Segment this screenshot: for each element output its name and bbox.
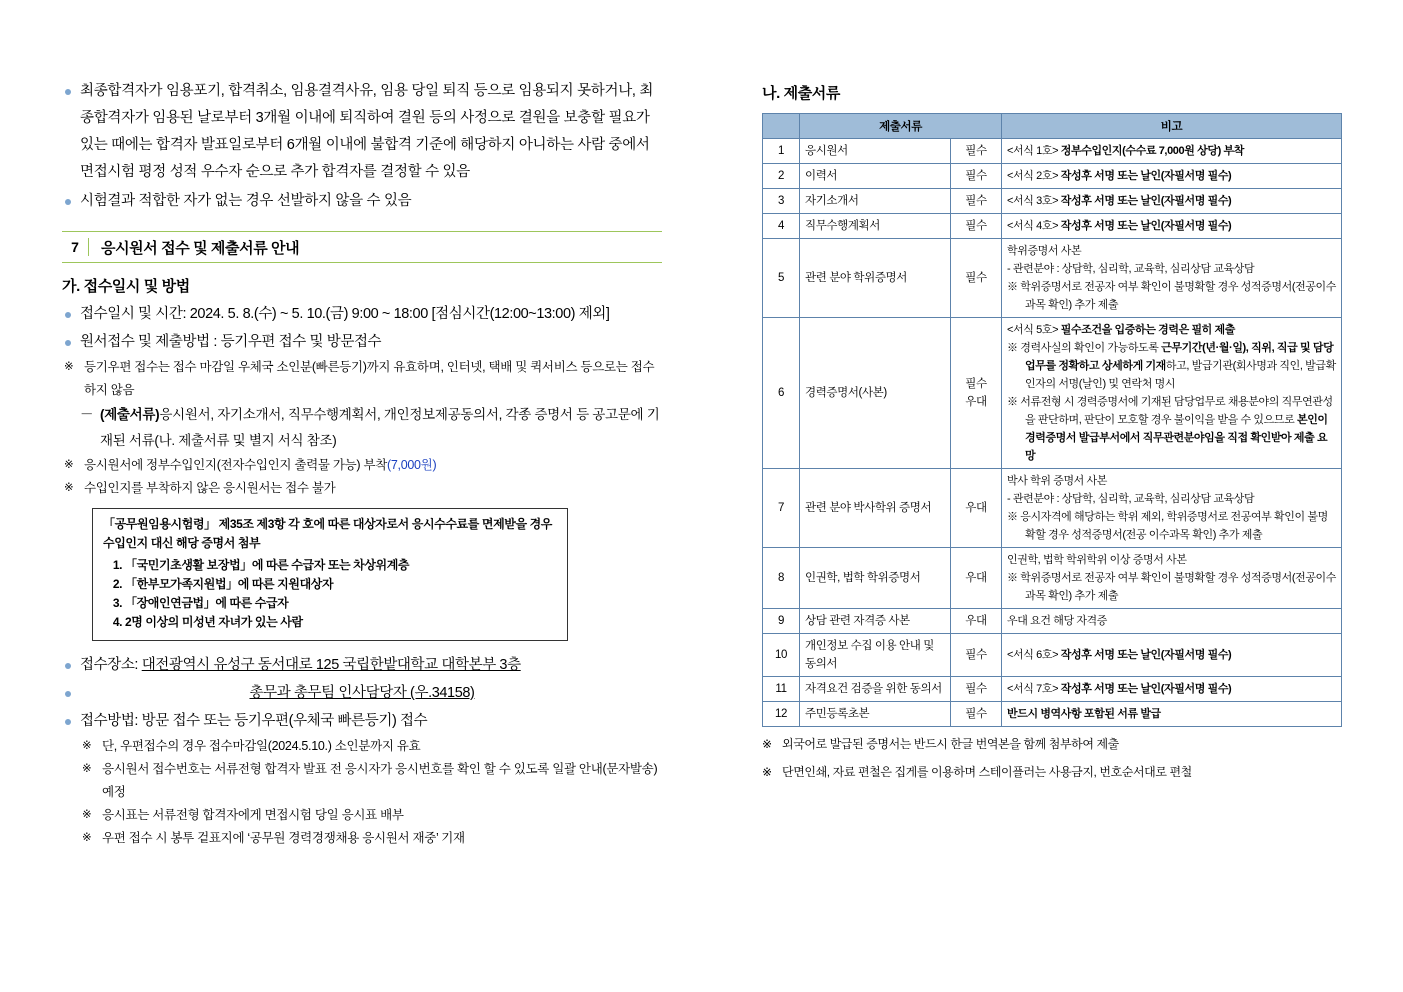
row-document-name: 인권학, 법학 학위증명서 [800, 548, 951, 609]
row-document-name: 경력증명서(사본) [800, 318, 951, 469]
exemption-list [103, 556, 557, 632]
note-revenue-stamp-amount: (7,000원) [387, 458, 437, 472]
row-remark: <서식 6호> 작성후 서명 또는 날인(자필서명 필수) [1002, 634, 1342, 677]
note-receipt-number: ※ 응시원서 접수번호는 서류전형 합격자 발표 전 응시자가 응시번호를 확인 할 수 있도록 일괄 안내(문자발송) 예정 [62, 758, 662, 804]
receipt-datetime: 접수일시 및 시간: 2024. 5. 8.(수) ~ 5. 10.(금) 9:00 ~ 18:00 [점심시간(12:00~13:00) 제외] [62, 300, 662, 328]
row-remark: <서식 2호> 작성후 서명 또는 날인(자필서명 필수) [1002, 164, 1342, 189]
submission-docs-table [762, 113, 1342, 727]
table-row [763, 214, 1342, 239]
row-remark: 반드시 병역사항 포함된 서류 발급 [1002, 702, 1342, 727]
section-title: 응시원서 접수 및 제출서류 안내 [101, 239, 300, 257]
receipt-location-line2: 총무과 총무팀 인사담당자 (우.34158) [249, 685, 475, 701]
row-document-name: 관련 분야 학위증명서 [800, 239, 951, 318]
top-bullet-list [62, 78, 662, 215]
row-requirement: 필수 우대 [951, 318, 1002, 469]
note-envelope: ※ 우편 접수 시 봉투 겉표지에 ‘공무원 경력경쟁채용 응시원서 재중’ 기재 [62, 827, 662, 850]
row-requirement: 우대 [951, 469, 1002, 548]
receipt-location [62, 651, 662, 679]
row-document-name: 응시원서 [800, 139, 951, 164]
exemption-box-title: 「공무원임용시험령」 제35조 제3항 각 호에 따른 대상자로서 응시수수료를 면제받을 경우 수입인지 대신 해당 증명서 첨부 [103, 517, 552, 550]
row-number: 3 [763, 189, 800, 214]
receipt-location-line1: 대전광역시 유성구 동서대로 125 국립한밭대학교 대학본부 3층 [141, 657, 521, 673]
row-number: 6 [763, 318, 800, 469]
table-row [763, 548, 1342, 609]
submission-docs-text: 응시원서, 자기소개서, 직무수행계획서, 개인정보제공동의서, 각종 증명서 등 공고문에 기재된 서류(나. 제출서류 및 별지 서식 참조) [100, 407, 660, 448]
col-no [763, 114, 800, 139]
receipt-location-line2-wrap [62, 679, 662, 707]
row-document-name: 주민등록초본 [800, 702, 951, 727]
row-requirement: 필수 [951, 702, 1002, 727]
table-row [763, 239, 1342, 318]
row-requirement: 우대 [951, 609, 1002, 634]
row-number: 2 [763, 164, 800, 189]
docs-section-title: 나. 제출서류 [762, 85, 840, 102]
row-requirement: 필수 [951, 239, 1002, 318]
row-remark: <서식 5호> 필수조건을 입증하는 경력은 필히 제출 ※ 경력사실의 확인이 가능하도록 근무기간(년·월·일), 직위, 직급 및 담당업무를 정확하고 상세하게 기재하고, 발급기관(회사명과 직인, 발급확인자의 서명(날인) 및 연락처 명시 ※ 서류전형 시 경력증명서에 기재된 담당업무로 채용분야의 직무연관성을 판단하며, 판단이 모호할 경우 불이익을 받을 수 있으므로 본인이 경력증명서 발급부서에서 직무관련분야임을 직접 확인받아 제출 요망 [1002, 318, 1342, 469]
row-number: 10 [763, 634, 800, 677]
list-item: 최종합격자가 임용포기, 합격취소, 임용결격사유, 임용 당일 퇴직 등으로 임용되지 못하거나, 최종합격자가 임용된 날로부터 3개월 이내에 퇴직하여 결원 등의 사정으로 결원을 보충할 필요가 있는 때에는 합격자 발표일로부터 6개월 이내에 불합격 기준에 해당하지 아니하는 사람 중에서 면접시험 평정 성적 우수자 순으로 추가 합격자를 결정할 수 있음 [62, 78, 662, 186]
section-header [62, 231, 662, 263]
row-remark: <서식 4호> 작성후 서명 또는 날인(자필서명 필수) [1002, 214, 1342, 239]
row-document-name: 관련 분야 박사학위 증명서 [800, 469, 951, 548]
table-row [763, 139, 1342, 164]
list-item: 2. 「한부모가족지원법」에 따른 지원대상자 [125, 575, 557, 594]
row-number: 8 [763, 548, 800, 609]
submission-docs-line [62, 402, 662, 454]
row-document-name: 자격요건 검증을 위한 동의서 [800, 677, 951, 702]
table-row [763, 318, 1342, 469]
row-remark: 인권학, 법학 학위학위 이상 증명서 사본 ※ 학위증명서로 전공자 여부 확인이 불명확할 경우 성적증명서(전공이수과목 확인) 추가 제출 [1002, 548, 1342, 609]
table-row [763, 469, 1342, 548]
exemption-box [92, 508, 568, 641]
section-number: 7 [71, 239, 79, 255]
submission-docs-label: (제출서류) [100, 407, 160, 422]
row-document-name: 개인정보 수집 이용 안내 및 동의서 [800, 634, 951, 677]
row-requirement: 필수 [951, 139, 1002, 164]
row-number: 12 [763, 702, 800, 727]
table-row [763, 609, 1342, 634]
table-row [763, 189, 1342, 214]
list-item: 시험결과 적합한 자가 없는 경우 선발하지 않을 수 있음 [62, 188, 662, 215]
table-header-row [763, 114, 1342, 139]
row-number: 7 [763, 469, 800, 548]
row-number: 9 [763, 609, 800, 634]
receipt-method: 접수방법: 방문 접수 또는 등기우편(우체국 빠른등기) 접수 [62, 707, 662, 735]
row-requirement: 필수 [951, 214, 1002, 239]
row-requirement: 필수 [951, 677, 1002, 702]
row-remark: <서식 1호> 정부수입인지(수수료 7,000원 상당) 부착 [1002, 139, 1342, 164]
table-row [763, 164, 1342, 189]
footnote-translation: ※ 외국어로 발급된 증명서는 반드시 한글 번역본을 함께 첨부하여 제출 [762, 733, 1342, 755]
row-document-name: 상담 관련 자격증 사본 [800, 609, 951, 634]
row-number: 5 [763, 239, 800, 318]
subsection-title: 가. 접수일시 및 방법 [62, 278, 190, 295]
row-document-name: 자기소개서 [800, 189, 951, 214]
row-requirement: 우대 [951, 548, 1002, 609]
row-remark: 박사 학위 증명서 사본 - 관련분야 : 상담학, 심리학, 교육학, 심리상담 교육상담 ※ 응시자격에 해당하는 학위 제외, 학위증명서로 전공여부 확인이 불명확할 경우 성적증명서(전공 이수과목 확인) 추가 제출 [1002, 469, 1342, 548]
table-row [763, 677, 1342, 702]
row-document-name: 직무수행계획서 [800, 214, 951, 239]
row-remark: <서식 3호> 작성후 서명 또는 날인(자필서명 필수) [1002, 189, 1342, 214]
row-document-name: 이력서 [800, 164, 951, 189]
list-item: 1. 「국민기초생활 보장법」에 따른 수급자 또는 차상위계층 [125, 556, 557, 575]
note-mail-deadline: ※ 단, 우편접수의 경우 접수마감일(2024.5.10.) 소인분까지 유효 [62, 735, 662, 758]
receipt-location-label: 접수장소: [80, 657, 139, 673]
row-remark: <서식 7호> 작성후 서명 또는 날인(자필서명 필수) [1002, 677, 1342, 702]
row-requirement: 필수 [951, 164, 1002, 189]
table-row [763, 634, 1342, 677]
row-remark: 학위증명서 사본 - 관련분야 : 상담학, 심리학, 교육학, 심리상담 교육상담 ※ 학위증명서로 전공자 여부 확인이 불명확할 경우 성적증명서(전공이수과목 확인) 추가 제출 [1002, 239, 1342, 318]
list-item: 3. 「장애인연금법」에 따른 수급자 [125, 594, 557, 613]
note-no-stamp: ※ 수입인지를 부착하지 않은 응시원서는 접수 불가 [62, 477, 662, 500]
row-remark: 우대 요건 해당 자격증 [1002, 609, 1342, 634]
table-row [763, 702, 1342, 727]
note-exam-ticket: ※ 응시표는 서류전형 합격자에게 면접시험 당일 응시표 배부 [62, 804, 662, 827]
col-document: 제출서류 [800, 114, 1002, 139]
note-revenue-stamp-text: 응시원서에 정부수입인지(전자수입인지 출력물 가능) 부착 [84, 458, 388, 472]
row-requirement: 필수 [951, 189, 1002, 214]
list-item: 4. 2명 이상의 미성년 자녀가 있는 사람 [125, 613, 557, 632]
row-requirement: 필수 [951, 634, 1002, 677]
row-number: 1 [763, 139, 800, 164]
row-number: 11 [763, 677, 800, 702]
row-number: 4 [763, 214, 800, 239]
col-remark: 비고 [1002, 114, 1342, 139]
note-revenue-stamp [62, 454, 662, 477]
note-registered-mail: ※ 등기우편 접수는 접수 마감일 우체국 소인분(빠른등기)까지 유효하며, 인터넷, 택배 및 퀵서비스 등으로는 접수하지 않음 [62, 356, 662, 402]
footnote-printing: ※ 단면인쇄, 자료 편철은 집게를 이용하며 스테이플러는 사용금지, 번호순서대로 편철 [762, 761, 1342, 783]
application-method: 원서접수 및 제출방법 : 등기우편 접수 및 방문접수 [62, 328, 662, 356]
